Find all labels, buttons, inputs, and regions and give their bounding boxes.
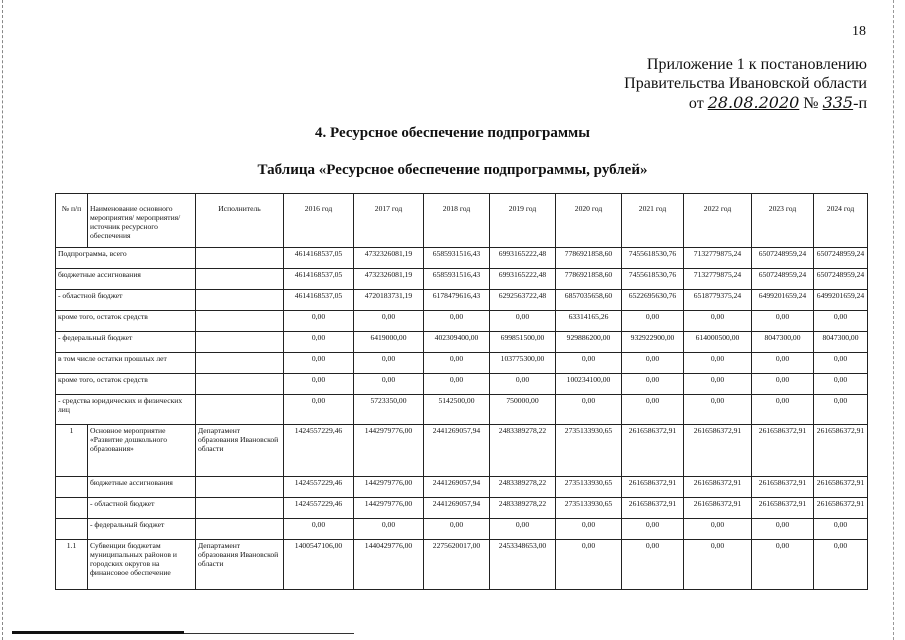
table-row: [56, 395, 868, 425]
table-row: [56, 332, 868, 353]
value-cell: 7455618530,76: [622, 248, 684, 269]
value-cell: 1442979776,00: [354, 425, 424, 477]
value-cell: 0,00: [752, 311, 814, 332]
value-cell: 402309400,00: [424, 332, 490, 353]
decree-date: 28.08.2020: [707, 93, 800, 112]
value-cell: 0,00: [752, 374, 814, 395]
table-title: Таблица «Ресурсное обеспечение подпрограммы, рублей»: [257, 162, 648, 178]
header-cell: Исполнитель: [196, 194, 284, 248]
value-cell: 0,00: [814, 395, 868, 425]
value-cell: 0,00: [622, 540, 684, 590]
value-cell: 6178479616,43: [424, 290, 490, 311]
header-cell: 2024 год: [814, 194, 868, 248]
value-cell: 0,00: [424, 519, 490, 540]
value-cell: 0,00: [684, 374, 752, 395]
executor-cell: [196, 311, 284, 332]
value-cell: 0,00: [814, 540, 868, 590]
value-cell: 4720183731,19: [354, 290, 424, 311]
value-cell: 0,00: [752, 395, 814, 425]
value-cell: 0,00: [490, 374, 556, 395]
value-cell: 1424557229,46: [284, 477, 354, 498]
value-cell: 8047300,00: [814, 332, 868, 353]
executor-cell: [196, 374, 284, 395]
value-cell: 929886200,00: [556, 332, 622, 353]
value-cell: 0,00: [354, 311, 424, 332]
value-cell: 7786921858,60: [556, 248, 622, 269]
value-cell: 1400547106,00: [284, 540, 354, 590]
value-cell: 0,00: [622, 374, 684, 395]
item-number: 1: [56, 425, 88, 477]
value-cell: 2616586372,91: [752, 498, 814, 519]
value-cell: 6585931516,43: [424, 248, 490, 269]
value-cell: 0,00: [354, 519, 424, 540]
value-cell: 0,00: [752, 353, 814, 374]
appendix-block: [624, 55, 867, 113]
value-cell: 2441269057,94: [424, 477, 490, 498]
value-cell: 7786921858,60: [556, 269, 622, 290]
item-name: Основное мероприятие «Развитие дошкольного образования»: [88, 425, 196, 477]
value-cell: 2735133930,65: [556, 498, 622, 519]
value-cell: 2483389278,22: [490, 425, 556, 477]
value-cell: 0,00: [490, 311, 556, 332]
table-row: [56, 477, 868, 498]
executor-cell: [196, 332, 284, 353]
scan-bottom-line-thin: [184, 633, 354, 634]
value-cell: 0,00: [556, 540, 622, 590]
value-cell: 0,00: [354, 374, 424, 395]
value-cell: 5142500,00: [424, 395, 490, 425]
value-cell: 0,00: [284, 519, 354, 540]
value-cell: 2735133930,65: [556, 425, 622, 477]
executor-cell: [196, 353, 284, 374]
executor-cell: [196, 395, 284, 425]
value-cell: 63314165,26: [556, 311, 622, 332]
row-label: кроме того, остаток средств: [56, 311, 196, 332]
value-cell: 6585931516,43: [424, 269, 490, 290]
row-label: - федеральный бюджет: [88, 519, 196, 540]
value-cell: 6518779375,24: [684, 290, 752, 311]
value-cell: 0,00: [556, 353, 622, 374]
value-cell: 0,00: [622, 311, 684, 332]
number-suffix: -п: [853, 95, 867, 112]
row-label: - областной бюджет: [88, 498, 196, 519]
value-cell: 0,00: [684, 540, 752, 590]
value-cell: 2616586372,91: [814, 425, 868, 477]
value-cell: 6507248959,24: [814, 269, 868, 290]
value-cell: 0,00: [622, 395, 684, 425]
executor-cell: [196, 498, 284, 519]
value-cell: 6857035658,60: [556, 290, 622, 311]
value-cell: 614000500,00: [684, 332, 752, 353]
value-cell: 2616586372,91: [622, 498, 684, 519]
header-cell: 2023 год: [752, 194, 814, 248]
number-cell: [56, 477, 88, 498]
value-cell: 103775300,00: [490, 353, 556, 374]
header-cell: Наименование основного мероприятия/ мероприятия/источник ресурсного обеспечения: [88, 194, 196, 248]
executor-cell: Департамент образования Ивановской области: [196, 540, 284, 590]
value-cell: 0,00: [490, 519, 556, 540]
row-label: бюджетные ассигнования: [88, 477, 196, 498]
value-cell: 0,00: [622, 519, 684, 540]
header-cell: 2018 год: [424, 194, 490, 248]
value-cell: 6507248959,24: [752, 248, 814, 269]
value-cell: 0,00: [354, 353, 424, 374]
section-title: 4. Ресурсное обеспечение подпрограммы: [315, 125, 590, 141]
appendix-line-1: Приложение 1 к постановлению: [646, 56, 867, 73]
value-cell: 6499201659,24: [814, 290, 868, 311]
value-cell: 2616586372,91: [814, 498, 868, 519]
table-row-item-1: [56, 425, 868, 477]
scan-edge-right: [893, 0, 895, 640]
decree-number: 335: [822, 93, 854, 112]
value-cell: 0,00: [284, 311, 354, 332]
resource-table: [55, 193, 868, 590]
value-cell: 0,00: [556, 395, 622, 425]
number-label: №: [803, 95, 819, 112]
number-cell: [56, 498, 88, 519]
value-cell: 2616586372,91: [752, 425, 814, 477]
value-cell: 4732326081,19: [354, 248, 424, 269]
value-cell: 7132779875,24: [684, 248, 752, 269]
value-cell: 2275620017,00: [424, 540, 490, 590]
value-cell: 0,00: [424, 374, 490, 395]
header-cell: 2016 год: [284, 194, 354, 248]
from-label: от: [688, 95, 704, 112]
value-cell: 699851500,00: [490, 332, 556, 353]
value-cell: 0,00: [284, 374, 354, 395]
page-number: 18: [852, 24, 866, 39]
value-cell: 2616586372,91: [622, 425, 684, 477]
value-cell: 2616586372,91: [684, 477, 752, 498]
value-cell: 1424557229,46: [284, 498, 354, 519]
table-row-item-1-1: [56, 540, 868, 590]
header-cell: 2017 год: [354, 194, 424, 248]
value-cell: 932922900,00: [622, 332, 684, 353]
value-cell: 0,00: [284, 353, 354, 374]
value-cell: 0,00: [284, 395, 354, 425]
row-label: - средства юридических и физических лиц: [56, 395, 196, 425]
row-label: - областной бюджет: [56, 290, 196, 311]
value-cell: 0,00: [684, 519, 752, 540]
value-cell: 2441269057,94: [424, 498, 490, 519]
value-cell: 0,00: [284, 332, 354, 353]
value-cell: 2735133930,65: [556, 477, 622, 498]
header-cell: 2021 год: [622, 194, 684, 248]
value-cell: 2441269057,94: [424, 425, 490, 477]
scan-bottom-line: [12, 631, 184, 634]
item-number: 1.1: [56, 540, 88, 590]
row-label: Подпрограмма, всего: [56, 248, 196, 269]
value-cell: 5723350,00: [354, 395, 424, 425]
value-cell: 2616586372,91: [622, 477, 684, 498]
value-cell: 6507248959,24: [752, 269, 814, 290]
value-cell: 6292563722,48: [490, 290, 556, 311]
value-cell: 2616586372,91: [684, 425, 752, 477]
value-cell: 750000,00: [490, 395, 556, 425]
table-row: [56, 374, 868, 395]
item-name: Субвенции бюджетам муниципальных районов и городских округов на финансовое обеспечение: [88, 540, 196, 590]
value-cell: 2483389278,22: [490, 477, 556, 498]
value-cell: 4732326081,19: [354, 269, 424, 290]
row-label: в том числе остатки прошлых лет: [56, 353, 196, 374]
value-cell: 7455618530,76: [622, 269, 684, 290]
executor-cell: [196, 269, 284, 290]
value-cell: 0,00: [814, 374, 868, 395]
row-label: кроме того, остаток средств: [56, 374, 196, 395]
table-row: [56, 498, 868, 519]
value-cell: 0,00: [814, 311, 868, 332]
executor-cell: [196, 248, 284, 269]
table-header-row: [56, 194, 868, 248]
value-cell: 2616586372,91: [814, 477, 868, 498]
value-cell: 6499201659,24: [752, 290, 814, 311]
value-cell: 1424557229,46: [284, 425, 354, 477]
value-cell: 0,00: [814, 353, 868, 374]
value-cell: 2616586372,91: [684, 498, 752, 519]
header-cell: № п/п: [56, 194, 88, 248]
value-cell: 100234100,00: [556, 374, 622, 395]
table-row: [56, 269, 868, 290]
value-cell: 0,00: [622, 353, 684, 374]
value-cell: 7132779875,24: [684, 269, 752, 290]
table-row: [56, 311, 868, 332]
executor-cell: [196, 477, 284, 498]
value-cell: 6993165222,48: [490, 269, 556, 290]
value-cell: 0,00: [424, 311, 490, 332]
value-cell: 6419000,00: [354, 332, 424, 353]
value-cell: 4614168537,05: [284, 290, 354, 311]
value-cell: 4614168537,05: [284, 269, 354, 290]
row-label: - федеральный бюджет: [56, 332, 196, 353]
value-cell: 1442979776,00: [354, 498, 424, 519]
executor-cell: Департамент образования Ивановской области: [196, 425, 284, 477]
table-row: [56, 519, 868, 540]
scan-edge-left: [2, 0, 4, 640]
value-cell: 8047300,00: [752, 332, 814, 353]
appendix-line-2: Правительства Ивановской области: [624, 75, 867, 92]
header-cell: 2019 год: [490, 194, 556, 248]
number-cell: [56, 519, 88, 540]
value-cell: 6993165222,48: [490, 248, 556, 269]
executor-cell: [196, 290, 284, 311]
value-cell: 2453348653,00: [490, 540, 556, 590]
value-cell: 1442979776,00: [354, 477, 424, 498]
value-cell: 1440429776,00: [354, 540, 424, 590]
value-cell: 0,00: [752, 540, 814, 590]
value-cell: 0,00: [752, 519, 814, 540]
value-cell: 6507248959,24: [814, 248, 868, 269]
value-cell: 0,00: [556, 519, 622, 540]
value-cell: 2616586372,91: [752, 477, 814, 498]
table-row: [56, 353, 868, 374]
value-cell: 0,00: [424, 353, 490, 374]
row-label: бюджетные ассигнования: [56, 269, 196, 290]
value-cell: 4614168537,05: [284, 248, 354, 269]
table-row: [56, 290, 868, 311]
value-cell: 0,00: [684, 353, 752, 374]
executor-cell: [196, 519, 284, 540]
value-cell: 0,00: [814, 519, 868, 540]
table-row: [56, 248, 868, 269]
value-cell: 0,00: [684, 395, 752, 425]
header-cell: 2020 год: [556, 194, 622, 248]
value-cell: 6522695630,76: [622, 290, 684, 311]
value-cell: 0,00: [684, 311, 752, 332]
header-cell: 2022 год: [684, 194, 752, 248]
value-cell: 2483389278,22: [490, 498, 556, 519]
appendix-line-3: [624, 93, 867, 113]
